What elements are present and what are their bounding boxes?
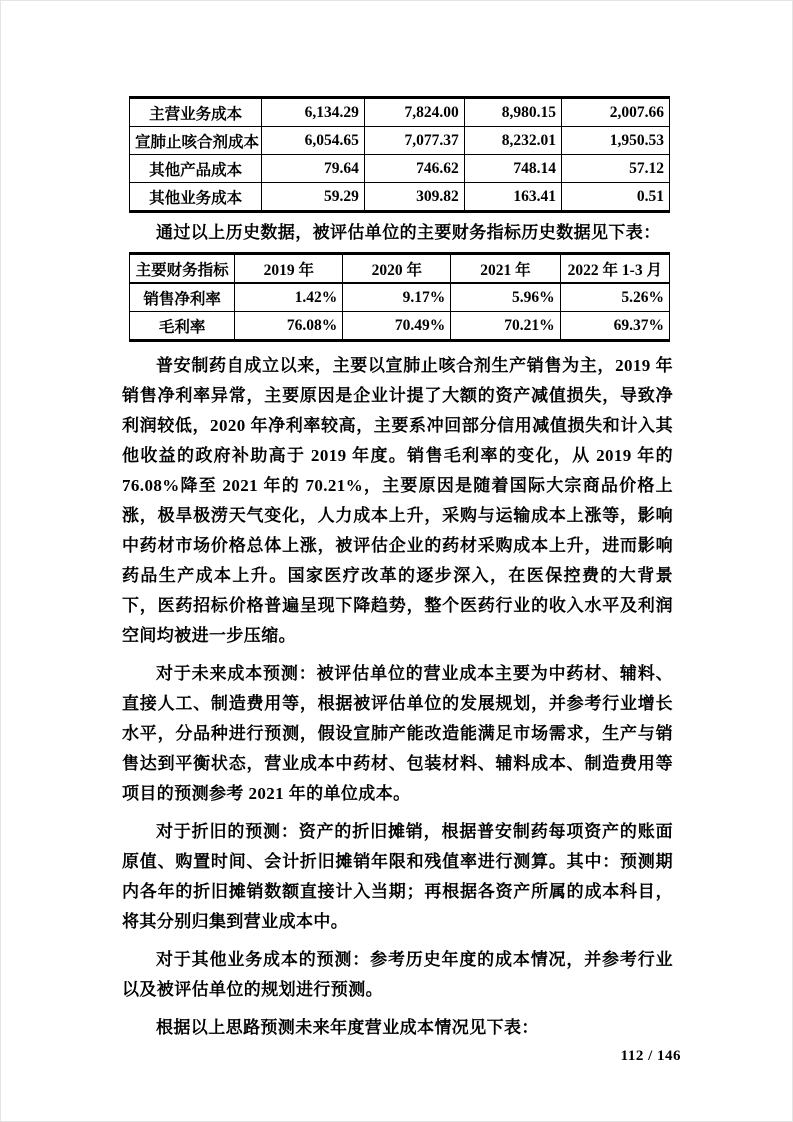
table-cell: 748.14 — [464, 155, 561, 183]
table-cell: 5.26% — [560, 283, 669, 312]
table-cell: 8,980.15 — [464, 98, 561, 127]
table-cell: 6,054.65 — [262, 127, 365, 155]
table-row — [130, 98, 670, 127]
table-cell: 79.64 — [262, 155, 365, 183]
table-cell: 7,077.37 — [364, 127, 464, 155]
column-header: 2022 年 1-3 月 — [560, 254, 669, 284]
table-cell: 70.21% — [451, 312, 560, 341]
body-paragraph: 对于未来成本预测：被评估单位的营业成本主要为中药材、辅料、直接人工、制造费用等，根据被评估单位的发展规划，并参考行业增长水平，分品种进行预测，假设宣肺产能改造能满足市场需求，生产与销售达到平衡状态，营业成本中药材、包装材料、辅料成本、制造费用等项目的预测参考 2021 年的单位成本。 — [122, 664, 673, 803]
table-row — [130, 312, 670, 341]
body-paragraph: 对于其他业务成本的预测：参考历史年度的成本情况，并参考行业以及被评估单位的规划进行预测。 — [122, 950, 673, 999]
column-header: 2021 年 — [451, 254, 560, 284]
table-cell: 8,232.01 — [464, 127, 561, 155]
table-cell: 9.17% — [343, 283, 451, 312]
table-header-row — [130, 254, 670, 284]
row-label: 宣肺止咳合剂成本 — [130, 127, 262, 155]
cost-history-table — [129, 96, 670, 213]
table-cell: 69.37% — [560, 312, 669, 341]
body-paragraph: 普安制药自成立以来，主要以宣肺止咳合剂生产销售为主，2019 年销售净利率异常，主要原因是企业计提了大额的资产减值损失，导致净利润较低，2020 年净利率较高，主要系冲回部分信用减值损失和计入其他收益的政府补助高于 2019 年度。销售毛利率的变化，从 2019 年的 76.08%降至 2021 年的 70.21%，主要原因是随着国际大宗商品价格上涨，极旱极涝天气变化，人力成本上升，采购与运输成本上涨等，影响中药材市场价格总体上涨，被评估企业的药材采购成本上升，进而影响药品生产成本上升。国家医疗改革的逐步深入，在医保控费的大背景下，医药招标价格普遍呈现下降趋势，整个医药行业的收入水平及利润空间均被进一步压缩。 — [122, 356, 673, 645]
column-header: 主要财务指标 — [130, 254, 235, 284]
body-paragraph: 对于折旧的预测：资产的折旧摊销，根据普安制药每项资产的账面原值、购置时间、会计折旧摊销年限和残值率进行测算。其中：预测期内各年的折旧摊销数额直接计入当期；再根据各资产所属的成本科目，将其分别归集到营业成本中。 — [122, 822, 673, 931]
table-cell: 7,824.00 — [364, 98, 464, 127]
table-row — [130, 155, 670, 183]
row-label: 主营业务成本 — [130, 98, 262, 127]
row-label: 其他业务成本 — [130, 183, 262, 212]
column-header: 2019 年 — [235, 254, 343, 284]
table-cell: 6,134.29 — [262, 98, 365, 127]
table-cell: 309.82 — [364, 183, 464, 212]
table-cell: 746.62 — [364, 155, 464, 183]
table-cell: 59.29 — [262, 183, 365, 212]
intro-sentence: 通过以上历史数据，被评估单位的主要财务指标历史数据见下表： — [156, 223, 661, 242]
table-cell: 5.96% — [451, 283, 560, 312]
table-cell: 70.49% — [343, 312, 451, 341]
table-cell: 1.42% — [235, 283, 343, 312]
page-number: 112 / 146 — [620, 1048, 681, 1064]
financial-indicator-table — [129, 252, 670, 342]
row-label: 其他产品成本 — [130, 155, 262, 183]
page-content — [1, 1, 792, 1065]
table-cell: 1,950.53 — [561, 127, 669, 155]
table-cell: 0.51 — [561, 183, 669, 212]
table-cell: 57.12 — [561, 155, 669, 183]
row-label: 销售净利率 — [130, 283, 235, 312]
body-paragraph: 根据以上思路预测未来年度营业成本情况见下表： — [156, 1018, 539, 1037]
table-cell: 2,007.66 — [561, 98, 669, 127]
table-row — [130, 183, 670, 212]
table-cell: 163.41 — [464, 183, 561, 212]
table-row — [130, 283, 670, 312]
table-row — [130, 127, 670, 155]
column-header: 2020 年 — [343, 254, 451, 284]
table-cell: 76.08% — [235, 312, 343, 341]
row-label: 毛利率 — [130, 312, 235, 341]
